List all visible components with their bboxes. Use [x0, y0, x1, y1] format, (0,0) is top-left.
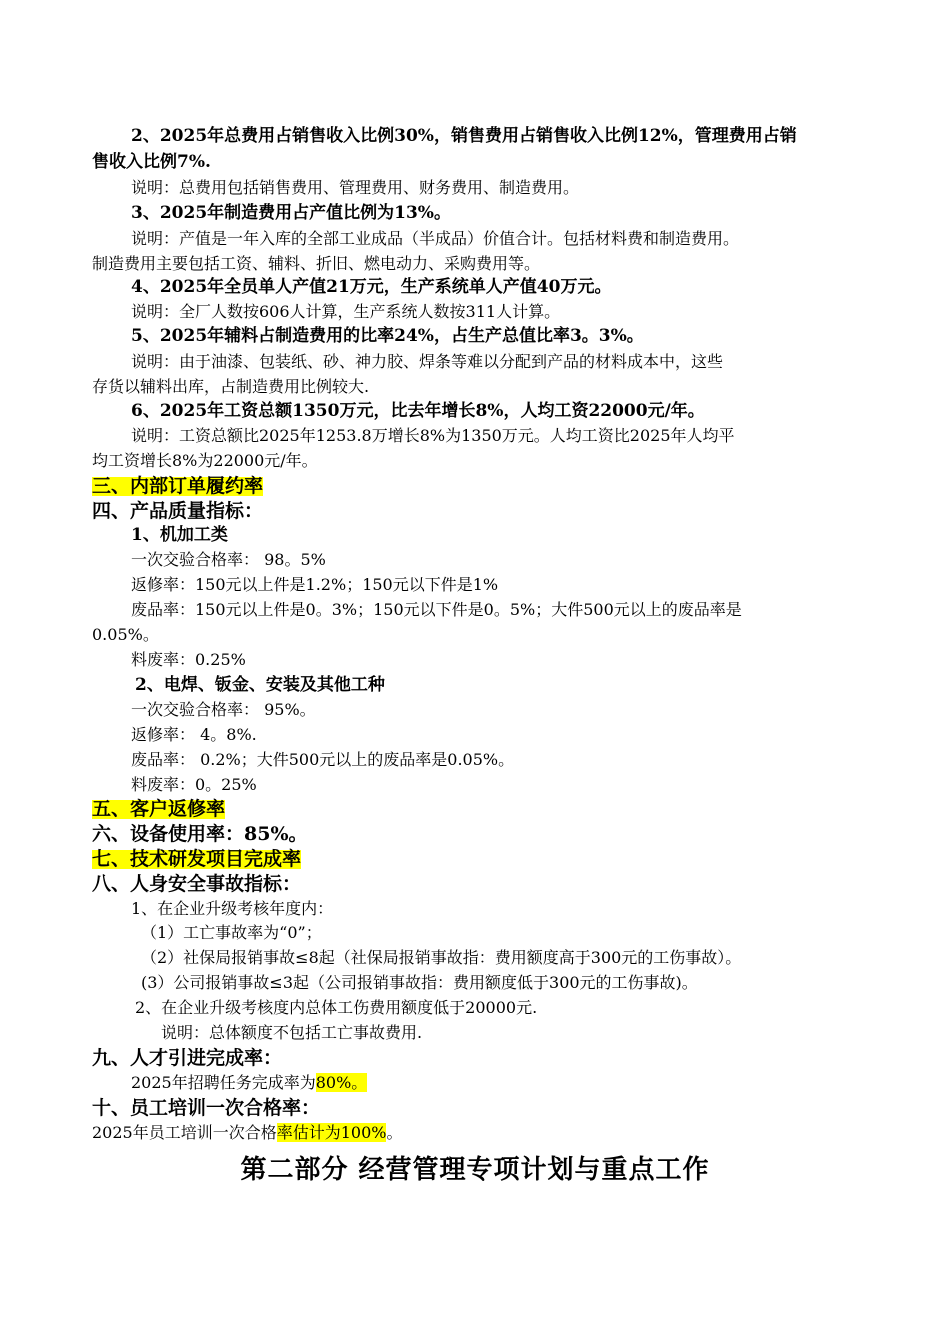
- target-5-note-2: 存货以辅料出库，占制造费用比例较大.: [92, 377, 370, 396]
- section-10-heading: 十、员工培训一次合格率：: [92, 1097, 321, 1119]
- safety-item-1-2: （2）社保局报销事故≤8起（社保局报销事故指：费用额度高于300元的工伤事故）。: [141, 948, 742, 967]
- target-3-note-1: 说明：产值是一年入库的全部工业成品（半成品）价值合计。包括材料费和制造费用。: [131, 229, 740, 248]
- quality-welding-rework-rate: 返修率： 4。8%.: [131, 725, 257, 744]
- section-8-heading: 八、人身安全事故指标：: [92, 873, 302, 895]
- target-4-note: 说明：全厂人数按606人计算，生产系统人数按311人计算。: [131, 302, 561, 321]
- recruitment-rate-value: 80%。: [315, 1073, 368, 1092]
- target-2-line-2: 售收入比例7%.: [92, 152, 211, 172]
- training-rate-label: 2025年员工培训一次合格: [92, 1123, 277, 1142]
- quality-machining-title: 1、机加工类: [131, 525, 228, 545]
- section-7-heading: 七、技术研发项目完成率: [92, 848, 302, 870]
- target-2-line-1: 2、2025年总费用占销售收入比例30%，销售费用占销售收入比例12%，管理费用占销: [131, 126, 797, 146]
- target-3: 3、2025年制造费用占产值比例为13%。: [131, 203, 451, 223]
- target-3-note-2: 制造费用主要包括工资、辅料、折旧、燃电动力、采购费用等。: [92, 254, 541, 273]
- quality-machining-pass-rate: 一次交验合格率： 98。5%: [131, 550, 326, 569]
- target-6: 6、2025年工资总额1350万元，比去年增长8%，人均工资22000元/年。: [131, 401, 705, 421]
- quality-machining-scrap-rate-2: 0.05%。: [92, 625, 159, 644]
- part-two-title: 第二部分 经营管理专项计划与重点工作: [240, 1155, 710, 1185]
- quality-welding-scrap-rate: 废品率： 0.2%；大件500元以上的废品率是0.05%。: [131, 750, 515, 769]
- safety-item-1-3: (3）公司报销事故≤3起（公司报销事故指：费用额度低于300元的工伤事故)。: [141, 973, 698, 992]
- target-6-note-2: 均工资增长8%为22000元/年。: [92, 451, 318, 470]
- target-5-note-1: 说明：由于油漆、包装纸、砂、神力胶、焊条等难以分配到产品的材料成本中，这些: [131, 352, 724, 371]
- training-rate-value: 率估计为100%: [276, 1123, 387, 1142]
- quality-welding-pass-rate: 一次交验合格率： 95%。: [131, 700, 316, 719]
- target-4: 4、2025年全员单人产值21万元，生产系统单人产值40万元。: [131, 277, 612, 297]
- quality-machining-material-scrap: 料废率：0.25%: [131, 650, 246, 669]
- quality-welding-title: 2、电焊、钣金、安装及其他工种: [135, 675, 385, 695]
- safety-item-2: 2、在企业升级考核度内总体工伤费用额度低于20000元.: [135, 998, 538, 1017]
- section-6-heading: 六、设备使用率：85%。: [92, 823, 308, 845]
- target-2-note: 说明：总费用包括销售费用、管理费用、财务费用、制造费用。: [131, 178, 580, 197]
- safety-item-1-1: （1）工亡事故率为“0”；: [141, 923, 322, 942]
- quality-welding-material-scrap: 料废率：0。25%: [131, 775, 257, 794]
- target-6-note-1: 说明：工资总额比2025年1253.8万增长8%为1350万元。人均工资比2025年人均平: [131, 426, 735, 445]
- section-9-heading: 九、人才引进完成率：: [92, 1047, 283, 1069]
- section-3-heading: 三、内部订单履约率: [92, 475, 264, 497]
- recruitment-rate-label: 2025年招聘任务完成率为: [131, 1073, 316, 1092]
- target-5: 5、2025年辅料占制造费用的比率24%，占生产总值比率3。3%。: [131, 326, 644, 346]
- quality-machining-scrap-rate-1: 废品率：150元以上件是0。3%；150元以下件是0。5%；大件500元以上的废品率是: [131, 600, 742, 619]
- section-5-heading: 五、客户返修率: [92, 798, 226, 820]
- section-4-heading: 四、产品质量指标：: [92, 500, 264, 522]
- quality-machining-rework-rate: 返修率：150元以上件是1.2%；150元以下件是1%: [131, 575, 499, 594]
- training-rate-line: [92, 1125, 403, 1141]
- safety-note: 说明：总体额度不包括工亡事故费用.: [161, 1023, 423, 1042]
- safety-item-1: 1、在企业升级考核年度内：: [131, 899, 334, 918]
- recruitment-rate-line: [131, 1075, 367, 1091]
- training-rate-end: 。: [386, 1123, 403, 1142]
